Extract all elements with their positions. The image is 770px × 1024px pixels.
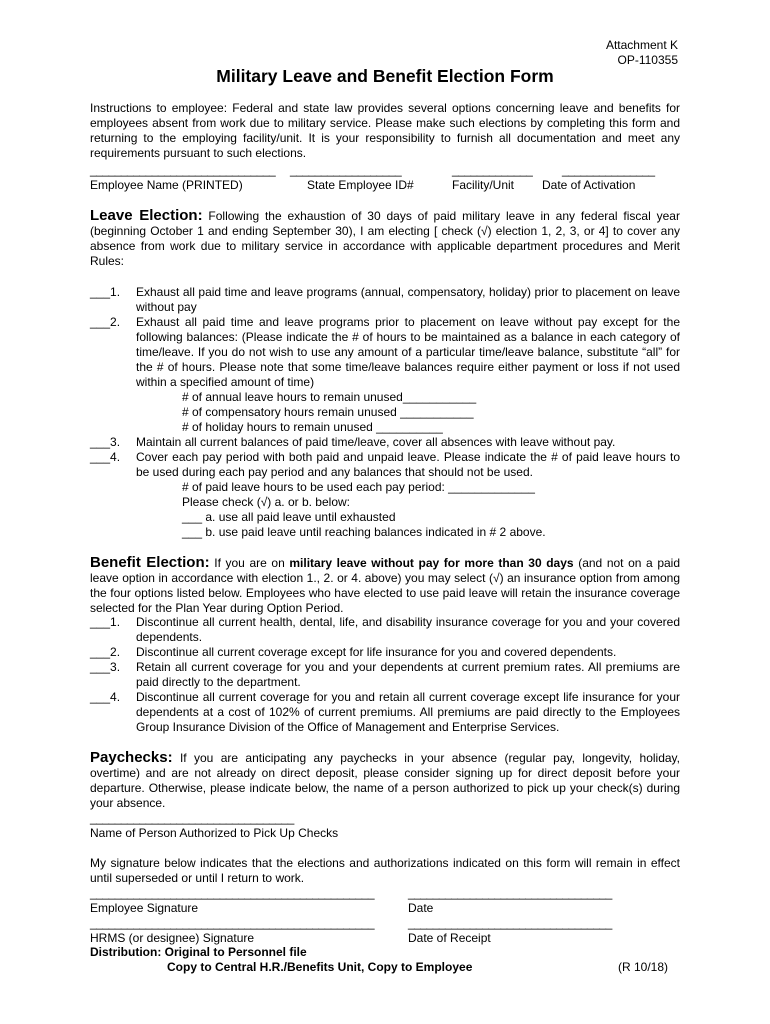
authorized-person-row [90, 811, 680, 843]
employee-id-line[interactable]: __________________ [290, 163, 402, 177]
leave-election-section [90, 208, 680, 269]
benefit-option-3-checkbox[interactable]: ___3. [90, 660, 121, 674]
benefit-option-3-text: Retain all current coverage for you and your dependents at current premium rates. All premiums are paid directly to the department. [136, 660, 680, 689]
leave-option-2-checkbox[interactable]: ___2. [90, 315, 121, 329]
benefit-intro-a: If you are on [214, 556, 290, 570]
attachment-label: Attachment K [605, 38, 678, 52]
benefit-election-section [90, 555, 680, 616]
paychecks-text: If you are anticipating any paychecks in your absence (regular pay, longevity, holiday, overtime) and are not already on direct deposit, please consider signing up for direct deposit before your departure. Otherwise, please indicate below, the name of a person authorized to pick up your check(s) during your absence. [90, 751, 680, 810]
employee-name-line[interactable]: ______________________________ [90, 163, 276, 177]
annual-hours-field[interactable]: # of annual leave hours to remain unused___________ [182, 390, 477, 404]
benefit-option-1[interactable] [90, 615, 680, 645]
leave-option-4-checkbox[interactable]: ___4. [90, 450, 121, 464]
leave-option-2-text: Exhaust all paid time and leave programs prior to placement on leave without pay except for the following balances: (Please indicate the # of hours to be maintained as a balance in each category of time/leave. If you do not wish to use any amount of a particular time/leave balance, substitute “all” for the # of hours. Please note that some time/leave balances require either payment or loss if not used within a specified amount of time) [136, 315, 680, 389]
leave-election-heading: Leave Election: [90, 207, 203, 224]
revision-label: (R 10/18) [617, 960, 668, 974]
receipt-date-line[interactable]: _________________________________ [408, 916, 612, 930]
benefit-option-3[interactable] [90, 660, 680, 690]
benefit-option-4-text: Discontinue all current coverage for you and retain all current coverage except life insurance for your dependents at a cost of 102% of current premiums. All premiums are paid directly to the Employees Group Insurance Division of the Office of Management and Enterprise Services. [136, 690, 680, 734]
benefit-option-1-text: Discontinue all current health, dental, life, and disability insurance coverage for you and your covered dependents. [136, 615, 680, 644]
benefit-election-heading: Benefit Election: [90, 554, 210, 571]
benefit-intro-b: (and not on a paid leave option in accordance with election 1., 2. or 4. above) you may select (√) an insurance option from among the four options listed below. Employees who have elected to use paid leave will retain the insurance coverage selected for the Plan Year during Option Period. [90, 556, 681, 615]
hrms-signature-label: HRMS (or designee) Signature [90, 931, 255, 945]
benefit-option-2[interactable] [90, 645, 680, 660]
leave-option-3-text: Maintain all current balances of paid time/leave, cover all absences with leave without pay. [136, 435, 616, 449]
authorized-person-label: Name of Person Authorized to Pick Up Checks [90, 826, 339, 840]
paychecks-heading: Paychecks: [90, 749, 173, 766]
signature-date-label: Date [408, 901, 434, 915]
leave-option-4-text: Cover each pay period with both paid and unpaid leave. Please indicate the # of paid leave hours to be used during each pay period and any balances that should not be used. [136, 450, 680, 479]
benefit-election-options [90, 615, 680, 735]
hrms-signature-row [90, 916, 680, 948]
benefit-option-2-text: Discontinue all current coverage except for life insurance for you and covered dependents. [136, 645, 617, 659]
leave-option-3[interactable] [90, 435, 680, 450]
check-instruction: Please check (√) a. or b. below: [182, 495, 350, 509]
benefit-option-1-checkbox[interactable]: ___1. [90, 615, 121, 629]
hrms-signature-line[interactable]: ______________________________________________ [90, 916, 374, 930]
employee-info-row [90, 163, 680, 195]
benefit-intro-bold: military leave without pay for more than 30 days [289, 556, 574, 570]
leave-option-1-checkbox[interactable]: ___1. [90, 285, 121, 299]
distribution-line-1: Distribution: Original to Personnel file [90, 945, 307, 959]
option-b-checkbox[interactable]: ___ b. use paid leave until reaching balances indicated in # 2 above. [182, 525, 546, 539]
paychecks-section [90, 750, 680, 811]
benefit-option-2-checkbox[interactable]: ___2. [90, 645, 121, 659]
leave-option-4[interactable] [90, 450, 680, 480]
leave-option-2[interactable] [90, 315, 680, 390]
employee-signature-row [90, 886, 680, 918]
benefit-option-4[interactable] [90, 690, 680, 735]
attachment-header [606, 38, 678, 68]
form-code: OP-110355 [617, 53, 678, 67]
holiday-hours-field[interactable]: # of holiday hours to remain unused __________ [182, 420, 443, 434]
leave-option-3-checkbox[interactable]: ___3. [90, 435, 121, 449]
activation-date-label: Date of Activation [542, 178, 636, 192]
page-title: Military Leave and Benefit Election Form [216, 66, 554, 86]
facility-line[interactable]: _____________ [452, 163, 533, 177]
employee-name-label: Employee Name (PRINTED) [90, 178, 243, 192]
benefit-option-4-checkbox[interactable]: ___4. [90, 690, 121, 704]
signature-date-line[interactable]: _________________________________ [408, 886, 612, 900]
activation-date-line[interactable]: _______________ [562, 163, 655, 177]
receipt-date-label: Date of Receipt [408, 931, 491, 945]
leave-option-1[interactable] [90, 285, 680, 315]
authorized-person-line[interactable]: _________________________________ [90, 811, 294, 825]
employee-signature-label: Employee Signature [90, 901, 199, 915]
compensatory-hours-field[interactable]: # of compensatory hours remain unused ___________ [182, 405, 474, 419]
employee-id-label: State Employee ID# [307, 178, 414, 192]
option-a-checkbox[interactable]: ___ a. use all paid leave until exhausted [182, 510, 396, 524]
paid-hours-per-period-field[interactable]: # of paid leave hours to be used each pay period: _____________ [182, 480, 535, 494]
instructions-text: Instructions to employee: Federal and state law provides several options concerning leave and benefits for employees absent from work due to military service. Please make such elections by completing this form and returning to the employing facility/unit. It is your responsibility to furnish all documentation and meet any requirements pursuant to such elections. [90, 101, 680, 160]
leave-election-intro: Following the exhaustion of 30 days of paid military leave in any federal fiscal year (beginning October 1 and ending September 30), I am electing [ check (√) election 1, 2, 3, or 4] to cover any absence from work due to military service in accordance with applicable department procedures and Merit Rules: [90, 209, 680, 268]
leave-option-1-text: Exhaust all paid time and leave programs (annual, compensatory, holiday) prior to placement on leave without pay [136, 285, 680, 314]
signature-statement: My signature below indicates that the elections and authorizations indicated on this form will remain in effect until superseded or until I return to work. [90, 856, 680, 885]
distribution-line-2: Copy to Central H.R./Benefits Unit, Copy to Employee [167, 960, 473, 974]
employee-signature-line[interactable]: ______________________________________________ [90, 886, 374, 900]
leave-election-options [90, 285, 680, 540]
facility-label: Facility/Unit [452, 178, 515, 192]
